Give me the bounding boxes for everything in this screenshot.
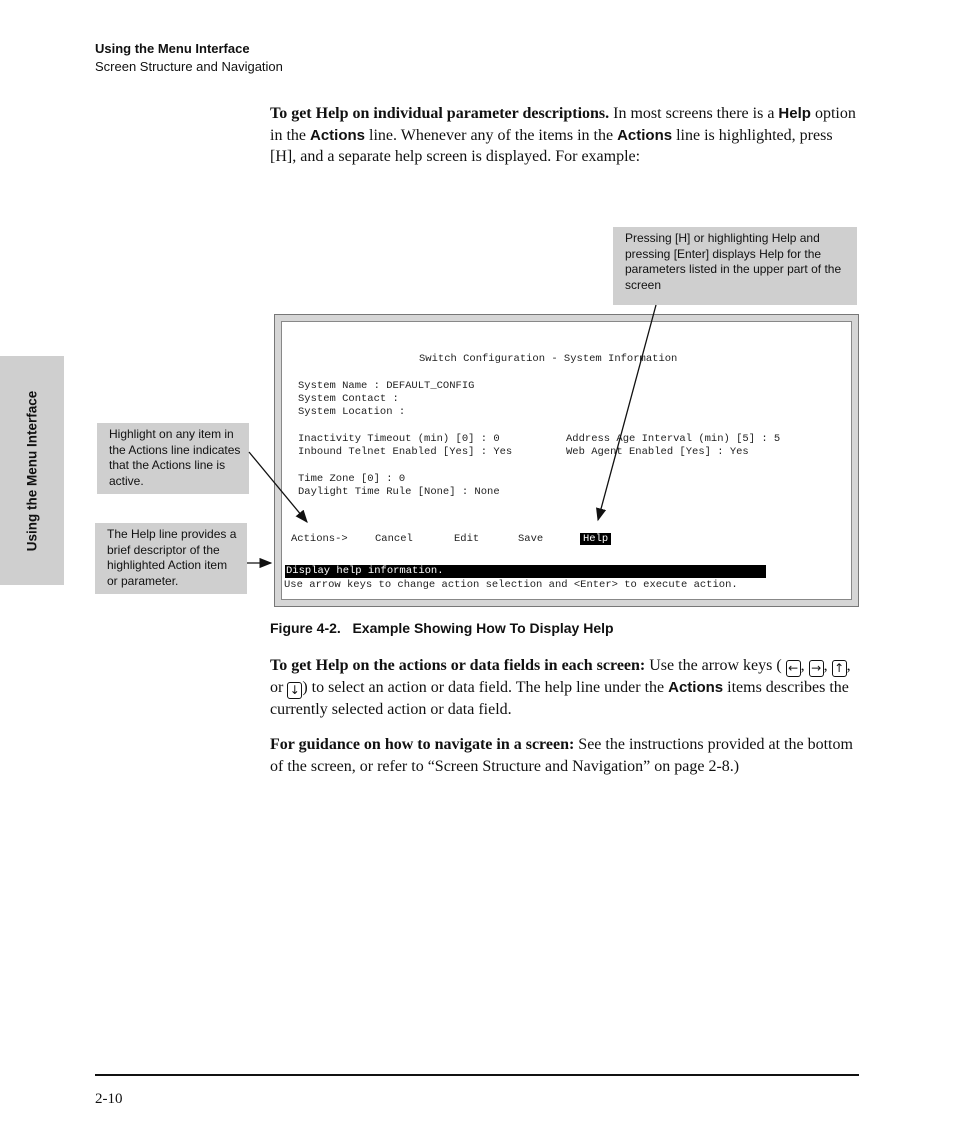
callout-press-h: Pressing [H] or highlighting Help and pressing [Enter] displays Help for the parameters listed in the upper part of the screen	[613, 227, 857, 305]
footer-rule	[95, 1074, 859, 1076]
field-web-agent: Web Agent Enabled [Yes] : Yes	[566, 446, 749, 458]
field-daylight-rule: Daylight Time Rule [None] : None	[298, 486, 500, 498]
field-inbound-telnet: Inbound Telnet Enabled [Yes] : Yes	[298, 446, 513, 458]
actions-label: Actions->	[291, 533, 348, 545]
action-help-highlighted[interactable]: Help	[580, 533, 611, 545]
arrow-to-actions-line	[249, 452, 307, 522]
screen-title: Switch Configuration - System Information	[419, 353, 678, 365]
field-address-age: Address Age Interval (min) [5] : 5	[566, 433, 781, 445]
page-number: 2-10	[95, 1091, 123, 1107]
action-save[interactable]: Save	[518, 533, 544, 545]
figure-caption: Figure 4-2. Example Showing How To Display Help	[270, 620, 614, 636]
para1-text: line. Whenever any of the items in the	[365, 126, 618, 144]
right-arrow-key-icon: →	[809, 660, 824, 677]
up-arrow-key-icon: ↑	[832, 660, 847, 677]
para2-text: ) to select an action or data field. The help line under the	[302, 679, 669, 696]
para1-lead: To get Help on individual parameter descriptions.	[270, 105, 610, 122]
para1-keyword-actions: Actions	[617, 126, 673, 144]
down-arrow-key-icon: ↓	[287, 682, 302, 699]
callout-help-line: The Help line provides a brief descriptor of the highlighted Action item or parameter.	[95, 523, 247, 594]
para1-text: line is highlighted, press [H], and a separate help screen is displayed. For example:	[270, 126, 833, 165]
field-time-zone: Time Zone [0] : 0	[298, 473, 406, 485]
help-line-text: Display help information.	[286, 565, 444, 577]
side-tab-label: Using the Menu Interface	[24, 390, 40, 551]
running-header-subtitle: Screen Structure and Navigation	[95, 59, 283, 74]
para2-text: items describes the currently selected action or data field.	[270, 679, 849, 718]
action-edit[interactable]: Edit	[454, 533, 480, 545]
arrow-to-help-action	[598, 305, 656, 520]
field-inactivity-timeout: Inactivity Timeout (min) [0] : 0	[298, 433, 500, 445]
field-system-contact: System Contact :	[298, 393, 399, 405]
paragraph-navigation-guidance	[270, 734, 862, 777]
para3-lead: For guidance on how to navigate in a screen:	[270, 736, 575, 753]
field-system-location: System Location :	[298, 406, 406, 418]
field-system-name: System Name : DEFAULT_CONFIG	[298, 380, 475, 392]
left-arrow-key-icon: ←	[786, 660, 801, 677]
navigation-hint-line: Use arrow keys to change action selection and <Enter> to execute action.	[284, 579, 738, 591]
para3-text: See the instructions provided at the bottom of the screen, or refer to “Screen Structure and Navigation” on page 2-8.)	[270, 736, 853, 775]
callout-highlight: Highlight on any item in the Actions line indicates that the Actions line is active.	[97, 423, 249, 494]
running-header-title: Using the Menu Interface	[95, 41, 250, 56]
para2-text: Use the arrow keys (	[645, 657, 786, 674]
para1-text: option in the	[270, 105, 856, 144]
para2-keyword-actions: Actions	[668, 679, 724, 696]
para1-keyword-help: Help	[778, 105, 811, 122]
action-cancel[interactable]: Cancel	[375, 533, 413, 545]
para1-keyword-actions: Actions	[310, 126, 366, 144]
para1-text: In most screens there is a	[609, 105, 779, 122]
para2-lead: To get Help on the actions or data fields in each screen:	[270, 657, 646, 674]
paragraph-help-actions: To get Help on the actions or data fields in each screen: Use the arrow keys ( ← , → , ↑ , or ↓ ) to select an action or data field. The help line under the Actions items describes the currently selected action or data field.	[270, 657, 851, 718]
